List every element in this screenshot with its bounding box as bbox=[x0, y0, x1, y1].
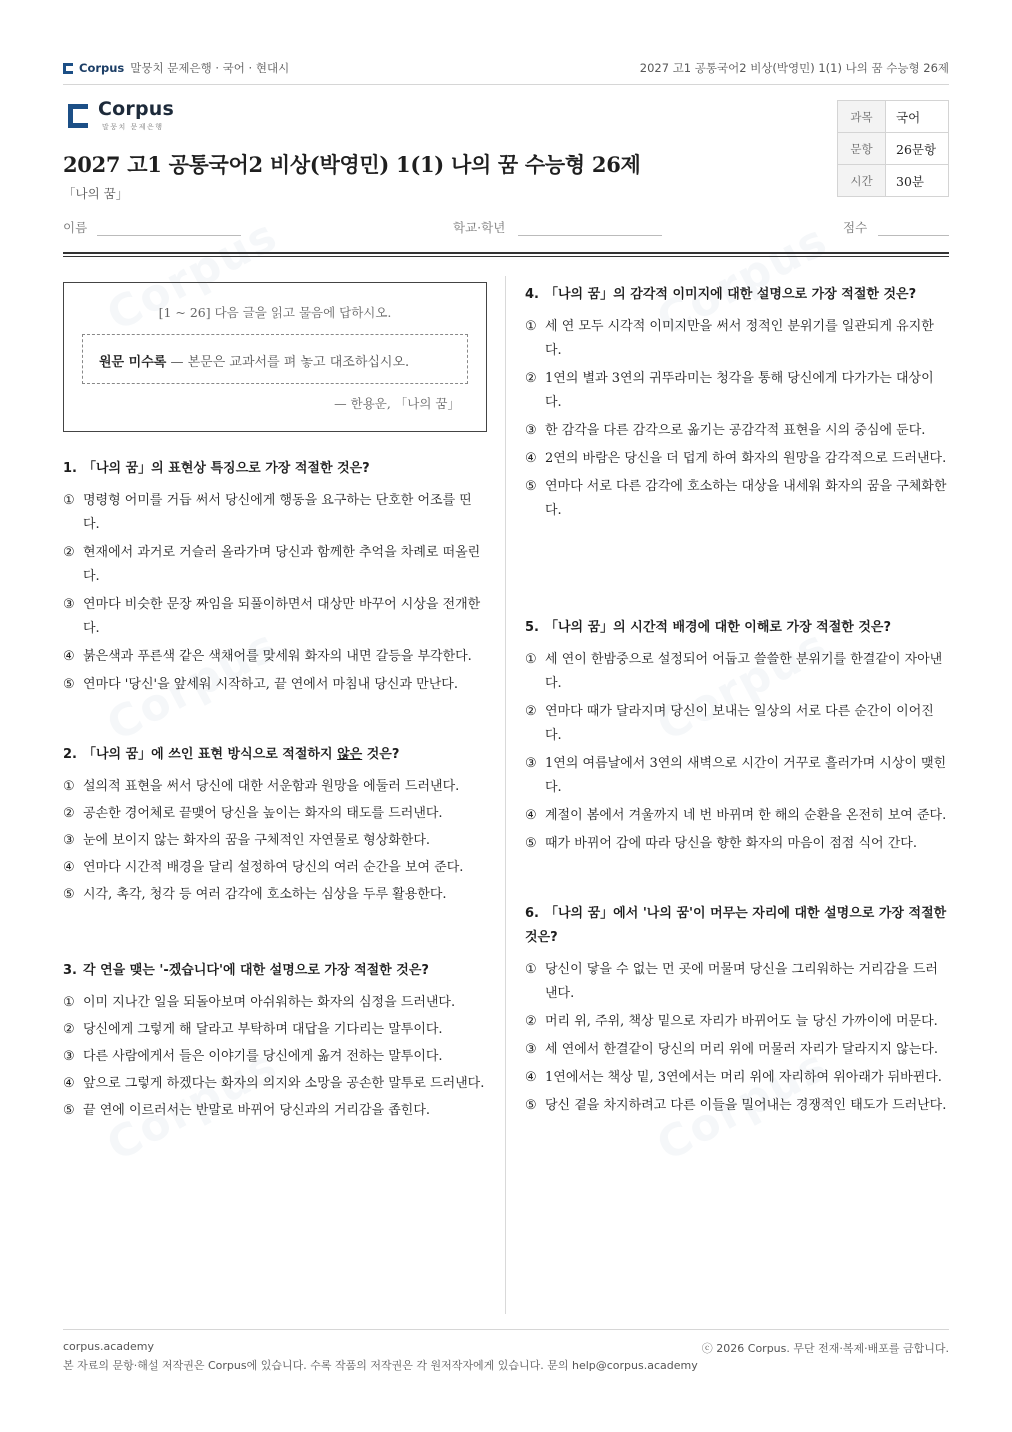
question-text-end: 것은? bbox=[362, 747, 400, 762]
question-2 bbox=[63, 743, 487, 910]
option-marker: ② bbox=[525, 704, 537, 719]
passage-box bbox=[63, 282, 487, 432]
option-marker: ④ bbox=[525, 808, 537, 823]
question-number: 5. bbox=[525, 620, 539, 635]
question-1 bbox=[63, 457, 487, 701]
option-text: 연마다 서로 다른 감각에 호소하는 대상을 내세워 화자의 꿈을 구체화한다. bbox=[545, 479, 947, 518]
option-text: 머리 위, 주위, 책상 밑으로 자리가 바뀌어도 늘 당신 가까이에 머문다. bbox=[545, 1014, 938, 1029]
question-stem bbox=[525, 616, 949, 640]
question-stem bbox=[525, 283, 949, 307]
corpus-logo-icon bbox=[63, 63, 73, 74]
time-value: 30분 bbox=[886, 165, 949, 197]
option-marker: ③ bbox=[525, 756, 537, 771]
answer-option[interactable] bbox=[63, 1099, 487, 1123]
option-text: 세 연이 한밤중으로 설정되어 어둡고 쓸쓸한 분위기를 한결같이 자아낸다. bbox=[545, 652, 943, 691]
option-marker: ① bbox=[63, 995, 75, 1010]
answer-option[interactable] bbox=[525, 958, 949, 1006]
answer-option[interactable] bbox=[525, 752, 949, 800]
answer-option[interactable] bbox=[525, 1038, 949, 1062]
footer-site-link[interactable]: corpus.academy bbox=[63, 1340, 154, 1353]
title-divider bbox=[63, 252, 949, 257]
option-text: 명령형 어미를 거듭 써서 당신에게 행동을 요구하는 단호한 어조를 띤다. bbox=[83, 493, 472, 532]
answer-option[interactable] bbox=[63, 1045, 487, 1069]
name-field-label: 이름 bbox=[63, 220, 88, 235]
question-4 bbox=[525, 283, 949, 527]
option-marker: ③ bbox=[63, 597, 75, 612]
answer-option[interactable] bbox=[525, 1066, 949, 1090]
header-divider bbox=[63, 84, 949, 85]
option-text: 당신 곁을 차지하려고 다른 이들을 밀어내는 경쟁적인 태도가 드러난다. bbox=[545, 1098, 947, 1113]
option-marker: ⑤ bbox=[63, 677, 75, 692]
option-text: 다른 사람에게서 들은 이야기를 당신에게 옮겨 전하는 말투이다. bbox=[83, 1049, 443, 1064]
exam-info-table bbox=[837, 100, 949, 197]
question-number: 4. bbox=[525, 287, 539, 302]
option-marker: ② bbox=[63, 806, 75, 821]
option-marker: ⑤ bbox=[63, 1103, 75, 1118]
answer-option[interactable] bbox=[525, 648, 949, 696]
option-text: 1연의 별과 3연의 귀뚜라미는 청각을 통해 당신에게 다가가는 대상이다. bbox=[545, 371, 934, 410]
option-marker: ① bbox=[63, 779, 75, 794]
answer-option[interactable] bbox=[525, 315, 949, 363]
option-text: 눈에 보이지 않는 화자의 꿈을 구체적인 자연물로 형상화한다. bbox=[83, 833, 431, 848]
passage-citation: — 한용운, 「나의 꿈」 bbox=[334, 396, 460, 411]
question-stem bbox=[63, 457, 487, 481]
answer-option[interactable] bbox=[63, 645, 487, 669]
column-divider bbox=[505, 276, 506, 1314]
answer-option[interactable] bbox=[525, 1094, 949, 1118]
option-text: 한 감각을 다른 감각으로 옮기는 공감각적 표현을 시의 중심에 둔다. bbox=[545, 423, 926, 438]
option-text: 당신이 닿을 수 없는 먼 곳에 머물며 당신을 그리워하는 거리감을 드러낸다. bbox=[545, 962, 938, 1001]
question-stem bbox=[63, 959, 487, 983]
option-marker: ③ bbox=[525, 1042, 537, 1057]
option-text: 앞으로 그렇게 하겠다는 화자의 의지와 소망을 공손한 말투로 드러낸다. bbox=[83, 1076, 485, 1091]
question-text: 「나의 꿈」의 표현상 특징으로 가장 적절한 것은? bbox=[82, 461, 370, 476]
option-marker: ④ bbox=[63, 649, 75, 664]
question-stem bbox=[63, 743, 487, 767]
option-marker: ③ bbox=[63, 1049, 75, 1064]
passage-instruction: [1 ~ 26] 다음 글을 읽고 물음에 답하시오. bbox=[158, 305, 392, 320]
question-5 bbox=[525, 616, 949, 860]
answer-option[interactable] bbox=[525, 1010, 949, 1034]
question-number: 3. bbox=[63, 963, 77, 978]
answer-option[interactable] bbox=[525, 367, 949, 415]
answer-option[interactable] bbox=[63, 856, 487, 880]
option-text: 연마다 비슷한 문장 짜임을 되풀이하면서 대상만 바꾸어 시상을 전개한다. bbox=[83, 597, 481, 636]
question-number: 1. bbox=[63, 461, 77, 476]
option-marker: ⑤ bbox=[525, 479, 537, 494]
missing-text-note: — 본문은 교과서를 펴 놓고 대조하십시오. bbox=[166, 355, 410, 370]
option-text: 2연의 바람은 당신을 더 덥게 하여 화자의 원망을 감각적으로 드러낸다. bbox=[545, 451, 947, 466]
option-text: 끝 연에 이르러서는 반말로 바뀌어 당신과의 거리감을 좁힌다. bbox=[83, 1103, 431, 1118]
option-marker: ④ bbox=[525, 451, 537, 466]
option-marker: ① bbox=[525, 962, 537, 977]
missing-text-notice bbox=[82, 334, 468, 384]
answer-option[interactable] bbox=[63, 775, 487, 799]
answer-option[interactable] bbox=[63, 489, 487, 537]
option-marker: ④ bbox=[63, 1076, 75, 1091]
footer-notice: 본 자료의 문항·해설 저작권은 Corpus에 있습니다. 수록 작품의 저작권은 각 원저작자에게 있습니다. 문의 help@corpus.academy bbox=[63, 1359, 698, 1372]
answer-option[interactable] bbox=[63, 1018, 487, 1042]
option-text: 시각, 촉각, 청각 등 여러 감각에 호소하는 심상을 두루 활용한다. bbox=[83, 887, 447, 902]
option-text: 계절이 봄에서 겨울까지 네 번 바뀌며 한 해의 순환을 온전히 보여 준다. bbox=[545, 808, 947, 823]
option-marker: ③ bbox=[63, 833, 75, 848]
answer-option[interactable] bbox=[63, 883, 487, 907]
missing-text-line bbox=[99, 351, 409, 370]
footer-copyright: ⓒ 2026 Corpus. 무단 전재·복제·배포를 금합니다. bbox=[701, 1342, 949, 1355]
option-marker: ③ bbox=[525, 423, 537, 438]
document-subtitle: 「나의 꿈」 bbox=[63, 186, 129, 201]
option-text: 현재에서 과거로 거슬러 올라가며 당신과 함께한 추억을 차례로 떠올린다. bbox=[83, 545, 481, 584]
option-marker: ⑤ bbox=[525, 1098, 537, 1113]
school-field[interactable] bbox=[518, 235, 662, 236]
option-text: 연마다 때가 달라지며 당신이 보내는 일상의 서로 다른 순간이 이어진다. bbox=[545, 704, 934, 743]
answer-option[interactable] bbox=[525, 700, 949, 748]
answer-option[interactable] bbox=[525, 832, 949, 856]
name-field[interactable] bbox=[97, 235, 241, 236]
answer-option[interactable] bbox=[63, 541, 487, 589]
document-title: 2027 고1 공통국어2 비상(박영민) 1(1) 나의 꿈 수능형 26제 bbox=[63, 152, 641, 177]
option-marker: ① bbox=[63, 493, 75, 508]
option-marker: ② bbox=[63, 545, 75, 560]
time-label: 시간 bbox=[838, 165, 886, 197]
question-number: 6. bbox=[525, 906, 539, 921]
option-text: 세 연 모두 시각적 이미지만을 써서 정적인 분위기를 일관되게 유지한다. bbox=[545, 319, 934, 358]
question-count-value: 26문항 bbox=[886, 133, 949, 165]
option-text: 연마다 '당신'을 앞세워 시작하고, 끝 연에서 마침내 당신과 만난다. bbox=[83, 677, 458, 692]
answer-option[interactable] bbox=[525, 419, 949, 443]
question-text: 「나의 꿈」에 쓰인 표현 방식으로 적절하지 bbox=[82, 747, 338, 762]
option-marker: ④ bbox=[63, 860, 75, 875]
option-marker: ④ bbox=[525, 1070, 537, 1085]
option-marker: ⑤ bbox=[525, 836, 537, 851]
question-stem bbox=[525, 902, 949, 950]
option-text: 1연에서는 책상 밑, 3연에서는 머리 위에 자리하여 위아래가 뒤바뀐다. bbox=[545, 1070, 942, 1085]
option-marker: ② bbox=[525, 371, 537, 386]
score-field[interactable] bbox=[878, 235, 949, 236]
subject-value: 국어 bbox=[886, 101, 949, 133]
option-text: 세 연에서 한결같이 당신의 머리 위에 머물러 자리가 달라지지 않는다. bbox=[545, 1042, 938, 1057]
corpus-logo-word: Corpus bbox=[98, 98, 175, 120]
footer-divider bbox=[63, 1329, 949, 1330]
option-text: 붉은색과 푸른색 같은 색채어를 맞세워 화자의 내면 갈등을 부각한다. bbox=[83, 649, 472, 664]
running-header-brand bbox=[63, 60, 289, 76]
corpus-logo-subtitle: 말뭉치 문제은행 bbox=[102, 123, 164, 131]
running-header-breadcrumb: 말뭉치 문제은행 · 국어 · 현대시 bbox=[130, 61, 290, 75]
answer-option[interactable] bbox=[63, 673, 487, 697]
running-header bbox=[63, 58, 949, 80]
answer-option[interactable] bbox=[525, 447, 949, 471]
question-3 bbox=[63, 959, 487, 1126]
option-marker: ⑤ bbox=[63, 887, 75, 902]
subject-label: 과목 bbox=[838, 101, 886, 133]
option-text: 때가 바뀌어 감에 따라 당신을 향한 화자의 마음이 점점 식어 간다. bbox=[545, 836, 917, 851]
question-text: 각 연을 맺는 '-겠습니다'에 대한 설명으로 가장 적절한 것은? bbox=[82, 963, 429, 978]
answer-option[interactable] bbox=[63, 829, 487, 853]
running-header-brand-name: Corpus bbox=[79, 61, 125, 75]
option-marker: ② bbox=[63, 1022, 75, 1037]
option-text: 당신에게 그렇게 해 달라고 부탁하며 대답을 기다리는 말투이다. bbox=[83, 1022, 443, 1037]
option-marker: ① bbox=[525, 319, 537, 334]
corpus-logo-mark-icon bbox=[68, 104, 88, 128]
option-text: 설의적 표현을 써서 당신에 대한 서운함과 원망을 에둘러 드러낸다. bbox=[83, 779, 460, 794]
answer-option[interactable] bbox=[63, 593, 487, 641]
answer-option[interactable] bbox=[525, 475, 949, 523]
question-text: 「나의 꿈」의 시간적 배경에 대한 이해로 가장 적절한 것은? bbox=[544, 620, 892, 635]
missing-text-label: 원문 미수록 bbox=[99, 355, 167, 370]
question-text: 「나의 꿈」의 감각적 이미지에 대한 설명으로 가장 적절한 것은? bbox=[544, 287, 917, 302]
running-header-title: 2027 고1 공통국어2 비상(박영민) 1(1) 나의 꿈 수능형 26제 bbox=[639, 61, 949, 75]
answer-option[interactable] bbox=[63, 802, 487, 826]
question-number: 2. bbox=[63, 747, 77, 762]
option-text: 이미 지나간 일을 되돌아보며 아쉬워하는 화자의 심정을 드러낸다. bbox=[83, 995, 456, 1010]
option-text: 공손한 경어체로 끝맺어 당신을 높이는 화자의 태도를 드러낸다. bbox=[83, 806, 443, 821]
question-count-label: 문항 bbox=[838, 133, 886, 165]
question-text: 「나의 꿈」에서 '나의 꿈'이 머무는 자리에 대한 설명으로 가장 적절한 것은? bbox=[525, 906, 947, 945]
score-field-label: 점수 bbox=[843, 220, 868, 235]
answer-option[interactable] bbox=[63, 991, 487, 1015]
option-text: 연마다 시간적 배경을 달리 설정하여 당신의 여러 순간을 보여 준다. bbox=[83, 860, 464, 875]
school-field-label: 학교·학년 bbox=[453, 220, 506, 235]
answer-option[interactable] bbox=[63, 1072, 487, 1096]
option-text: 1연의 여름날에서 3연의 새벽으로 시간이 거꾸로 흘러가며 시상이 맺힌다. bbox=[545, 756, 947, 795]
option-marker: ① bbox=[525, 652, 537, 667]
option-marker: ② bbox=[525, 1014, 537, 1029]
question-6 bbox=[525, 902, 949, 1122]
question-text-emphasis: 않은 bbox=[337, 747, 363, 762]
answer-option[interactable] bbox=[525, 804, 949, 828]
